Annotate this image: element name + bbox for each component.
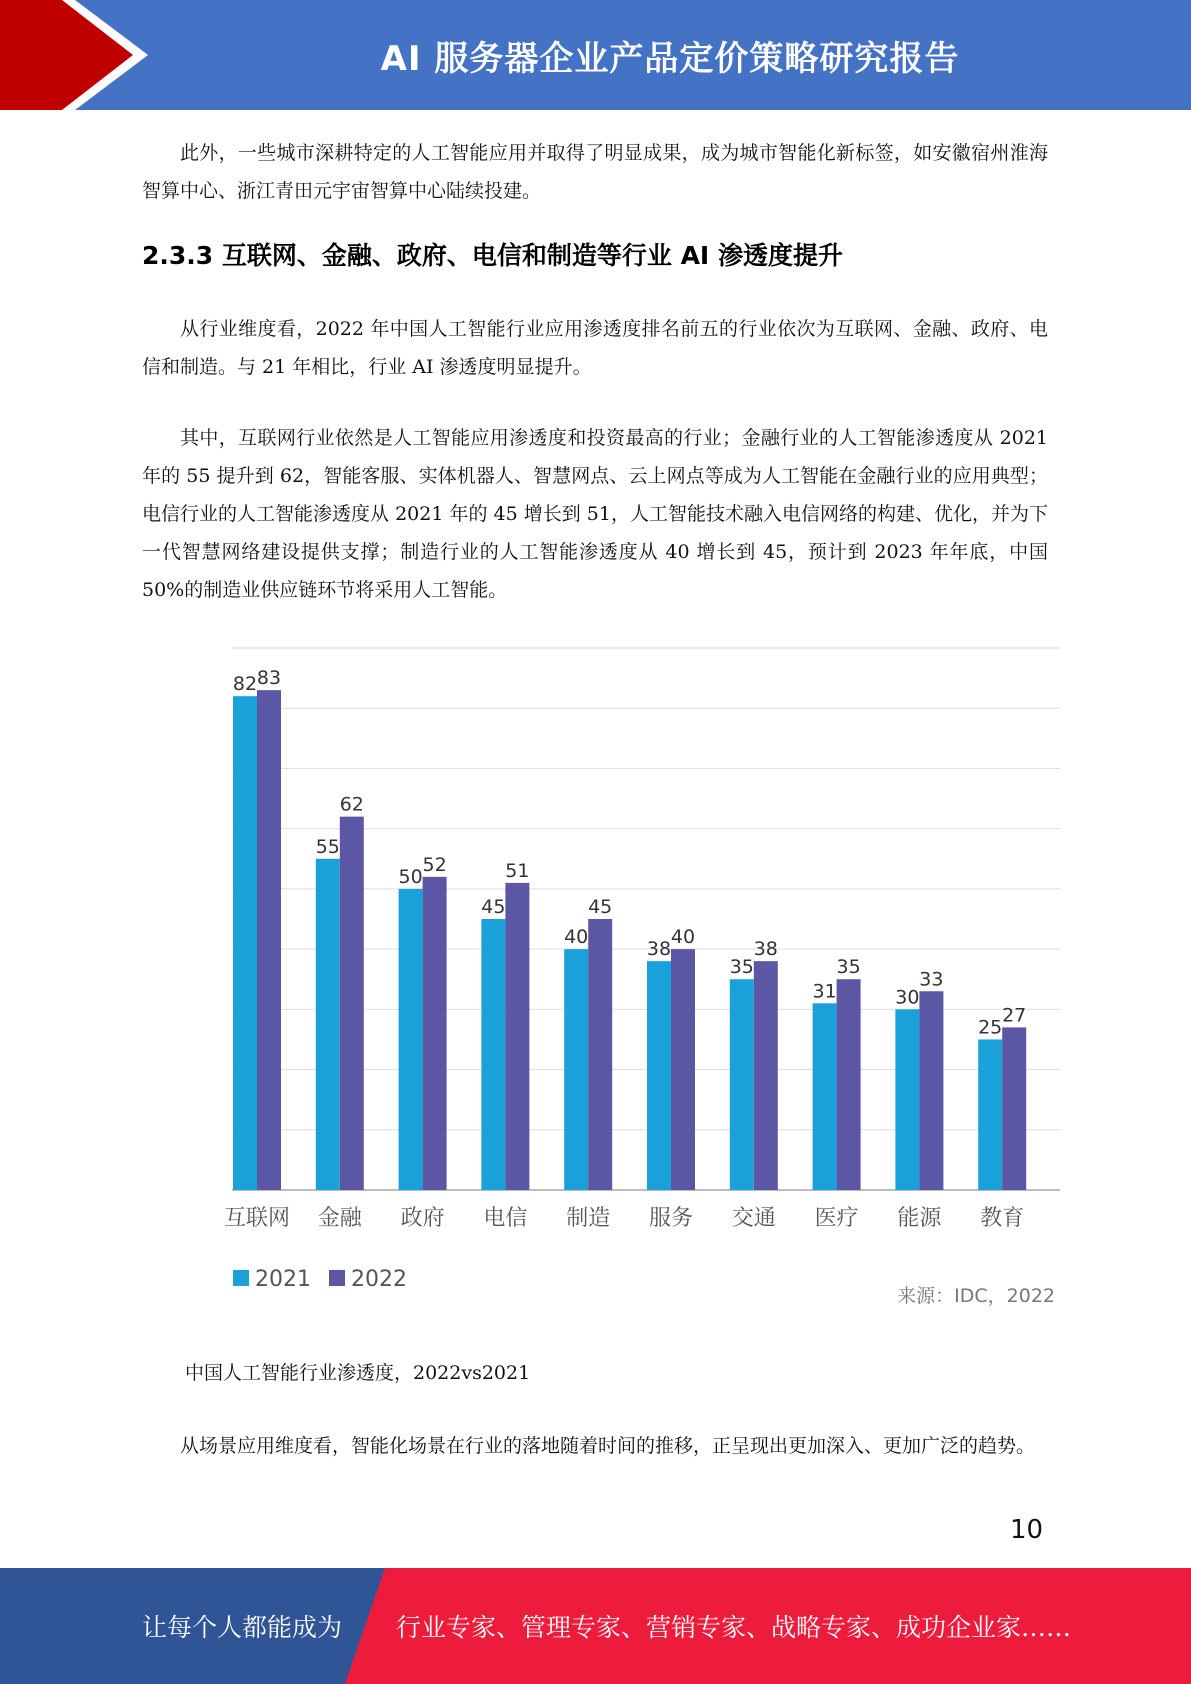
chart-data-label: 45 bbox=[481, 896, 506, 918]
chart-category-label: 服务 bbox=[648, 1206, 694, 1231]
chart-category-label: 制造 bbox=[566, 1206, 611, 1231]
chart-bar-2022 bbox=[1002, 1027, 1026, 1190]
chart-data-label: 35 bbox=[729, 956, 754, 979]
chart-bar-2022 bbox=[505, 883, 529, 1190]
header-banner bbox=[0, 0, 1191, 110]
chart-data-label: 51 bbox=[505, 859, 530, 882]
chart-bar-2021 bbox=[564, 949, 588, 1190]
chart-bar-2022 bbox=[919, 991, 943, 1190]
chart-data-label: 83 bbox=[256, 667, 282, 690]
chart-data-label: 50 bbox=[398, 865, 423, 888]
chart-data-label: 27 bbox=[1002, 1004, 1027, 1027]
page-number: 10 bbox=[1010, 1515, 1044, 1545]
chart-legend-label: 2021 bbox=[255, 1267, 311, 1292]
chart-bar-2021 bbox=[481, 919, 505, 1190]
footer-banner bbox=[0, 1568, 1191, 1684]
chart-source: 来源：IDC，2022 bbox=[897, 1285, 1055, 1307]
chart-category-label: 交通 bbox=[731, 1206, 776, 1231]
chart-category-label: 电信 bbox=[483, 1206, 528, 1231]
chart-caption: 中国人工智能行业渗透度，2022vs2021 bbox=[185, 1362, 531, 1384]
chart-data-label: 40 bbox=[670, 926, 696, 949]
chart-data-label: 38 bbox=[753, 938, 778, 961]
chart-bar-2021 bbox=[813, 1003, 837, 1190]
chart-data-label: 38 bbox=[646, 938, 672, 961]
report-title: AI 服务器企业产品定价策略研究报告 bbox=[380, 38, 960, 79]
chart-bar-2021 bbox=[978, 1039, 1002, 1190]
chart-data-label: 25 bbox=[978, 1016, 1003, 1039]
chart-data-label: 52 bbox=[422, 853, 447, 876]
paragraph-details: 其中，互联网行业依然是人工智能应用渗透度和投资最高的行业；金融行业的人工智能渗透度从 2021 年的 55 提升到 62，智能客服、实体机器人、智慧网点、云上网点等成为人工智能在金融行业的应用典型；电信行业的人工智能渗透度从 2021 年的 45 增长到 51，人工智能技术融入电信网络的构建、优化，并为下一代智慧网络建设提供支撑；制造行业的人工智能渗透度从 40 增长到 45，预计到 2023 年年底，中国 50%的制造业供应链环节将采用人工智能。 bbox=[142, 427, 1048, 601]
chart-data-label: 45 bbox=[588, 896, 613, 918]
chart-bar-2022 bbox=[754, 961, 778, 1190]
chart-category-label: 教育 bbox=[980, 1206, 1025, 1231]
chart-bar-2022 bbox=[671, 949, 695, 1190]
chart-bar-2021 bbox=[647, 961, 671, 1190]
chart-category-label: 互联网 bbox=[223, 1206, 291, 1231]
chart-bar-2022 bbox=[340, 817, 364, 1190]
section-heading: 2.3.3 互联网、金融、政府、电信和制造等行业 AI 渗透度提升 bbox=[142, 241, 843, 270]
footer-slogan-right: 行业专家、管理专家、营销专家、战略专家、成功企业家…… bbox=[396, 1613, 1072, 1642]
chart-category-label: 医疗 bbox=[814, 1206, 859, 1231]
chart-legend-swatch-2021 bbox=[233, 1270, 249, 1286]
footer-slogan-left: 让每个人都能成为 bbox=[142, 1613, 343, 1642]
chart-bar-2022 bbox=[423, 877, 447, 1190]
chart-data-label: 40 bbox=[564, 926, 589, 949]
chart-data-label: 30 bbox=[895, 986, 920, 1009]
chart-bar-2021 bbox=[316, 859, 340, 1190]
chart-category-label: 能源 bbox=[897, 1206, 942, 1231]
chart-category-label: 政府 bbox=[400, 1206, 445, 1231]
chart-bar-2021 bbox=[399, 889, 423, 1190]
paragraph-intro: 此外，一些城市深耕特定的人工智能应用并取得了明显成果，成为城市智能化新标签，如安徽宿州淮海智算中心、浙江青田元宇宙智算中心陆续投建。 bbox=[142, 142, 1048, 202]
chart-category-label: 金融 bbox=[317, 1206, 362, 1231]
chart-legend-label: 2022 bbox=[351, 1267, 407, 1292]
chart-bar-2021 bbox=[895, 1009, 919, 1190]
chart-bar-2022 bbox=[588, 919, 612, 1190]
paragraph-industry: 从行业维度看，2022 年中国人工智能行业应用渗透度排名前五的行业依次为互联网、金融、政府、电信和制造。与 21 年相比，行业 AI 渗透度明显提升。 bbox=[142, 318, 1048, 378]
chart-data-label: 31 bbox=[812, 980, 837, 1003]
paragraph-scenario: 从场景应用维度看，智能化场景在行业的落地随着时间的推移，正呈现出更加深入、更加广泛的趋势。 bbox=[180, 1435, 1036, 1457]
chart-legend-swatch-2022 bbox=[329, 1270, 345, 1286]
chart-data-label: 55 bbox=[315, 835, 340, 858]
chart-bar-2021 bbox=[233, 696, 257, 1190]
chart-bar-2021 bbox=[730, 979, 754, 1190]
chart-bar-2022 bbox=[257, 690, 281, 1190]
chart-data-label: 62 bbox=[339, 793, 364, 816]
penetration-bar-chart bbox=[200, 630, 1080, 1310]
chart-data-label: 35 bbox=[836, 956, 861, 979]
chart-data-label: 33 bbox=[919, 968, 944, 991]
chart-bar-2022 bbox=[837, 979, 861, 1190]
chart-data-label: 82 bbox=[232, 673, 258, 696]
